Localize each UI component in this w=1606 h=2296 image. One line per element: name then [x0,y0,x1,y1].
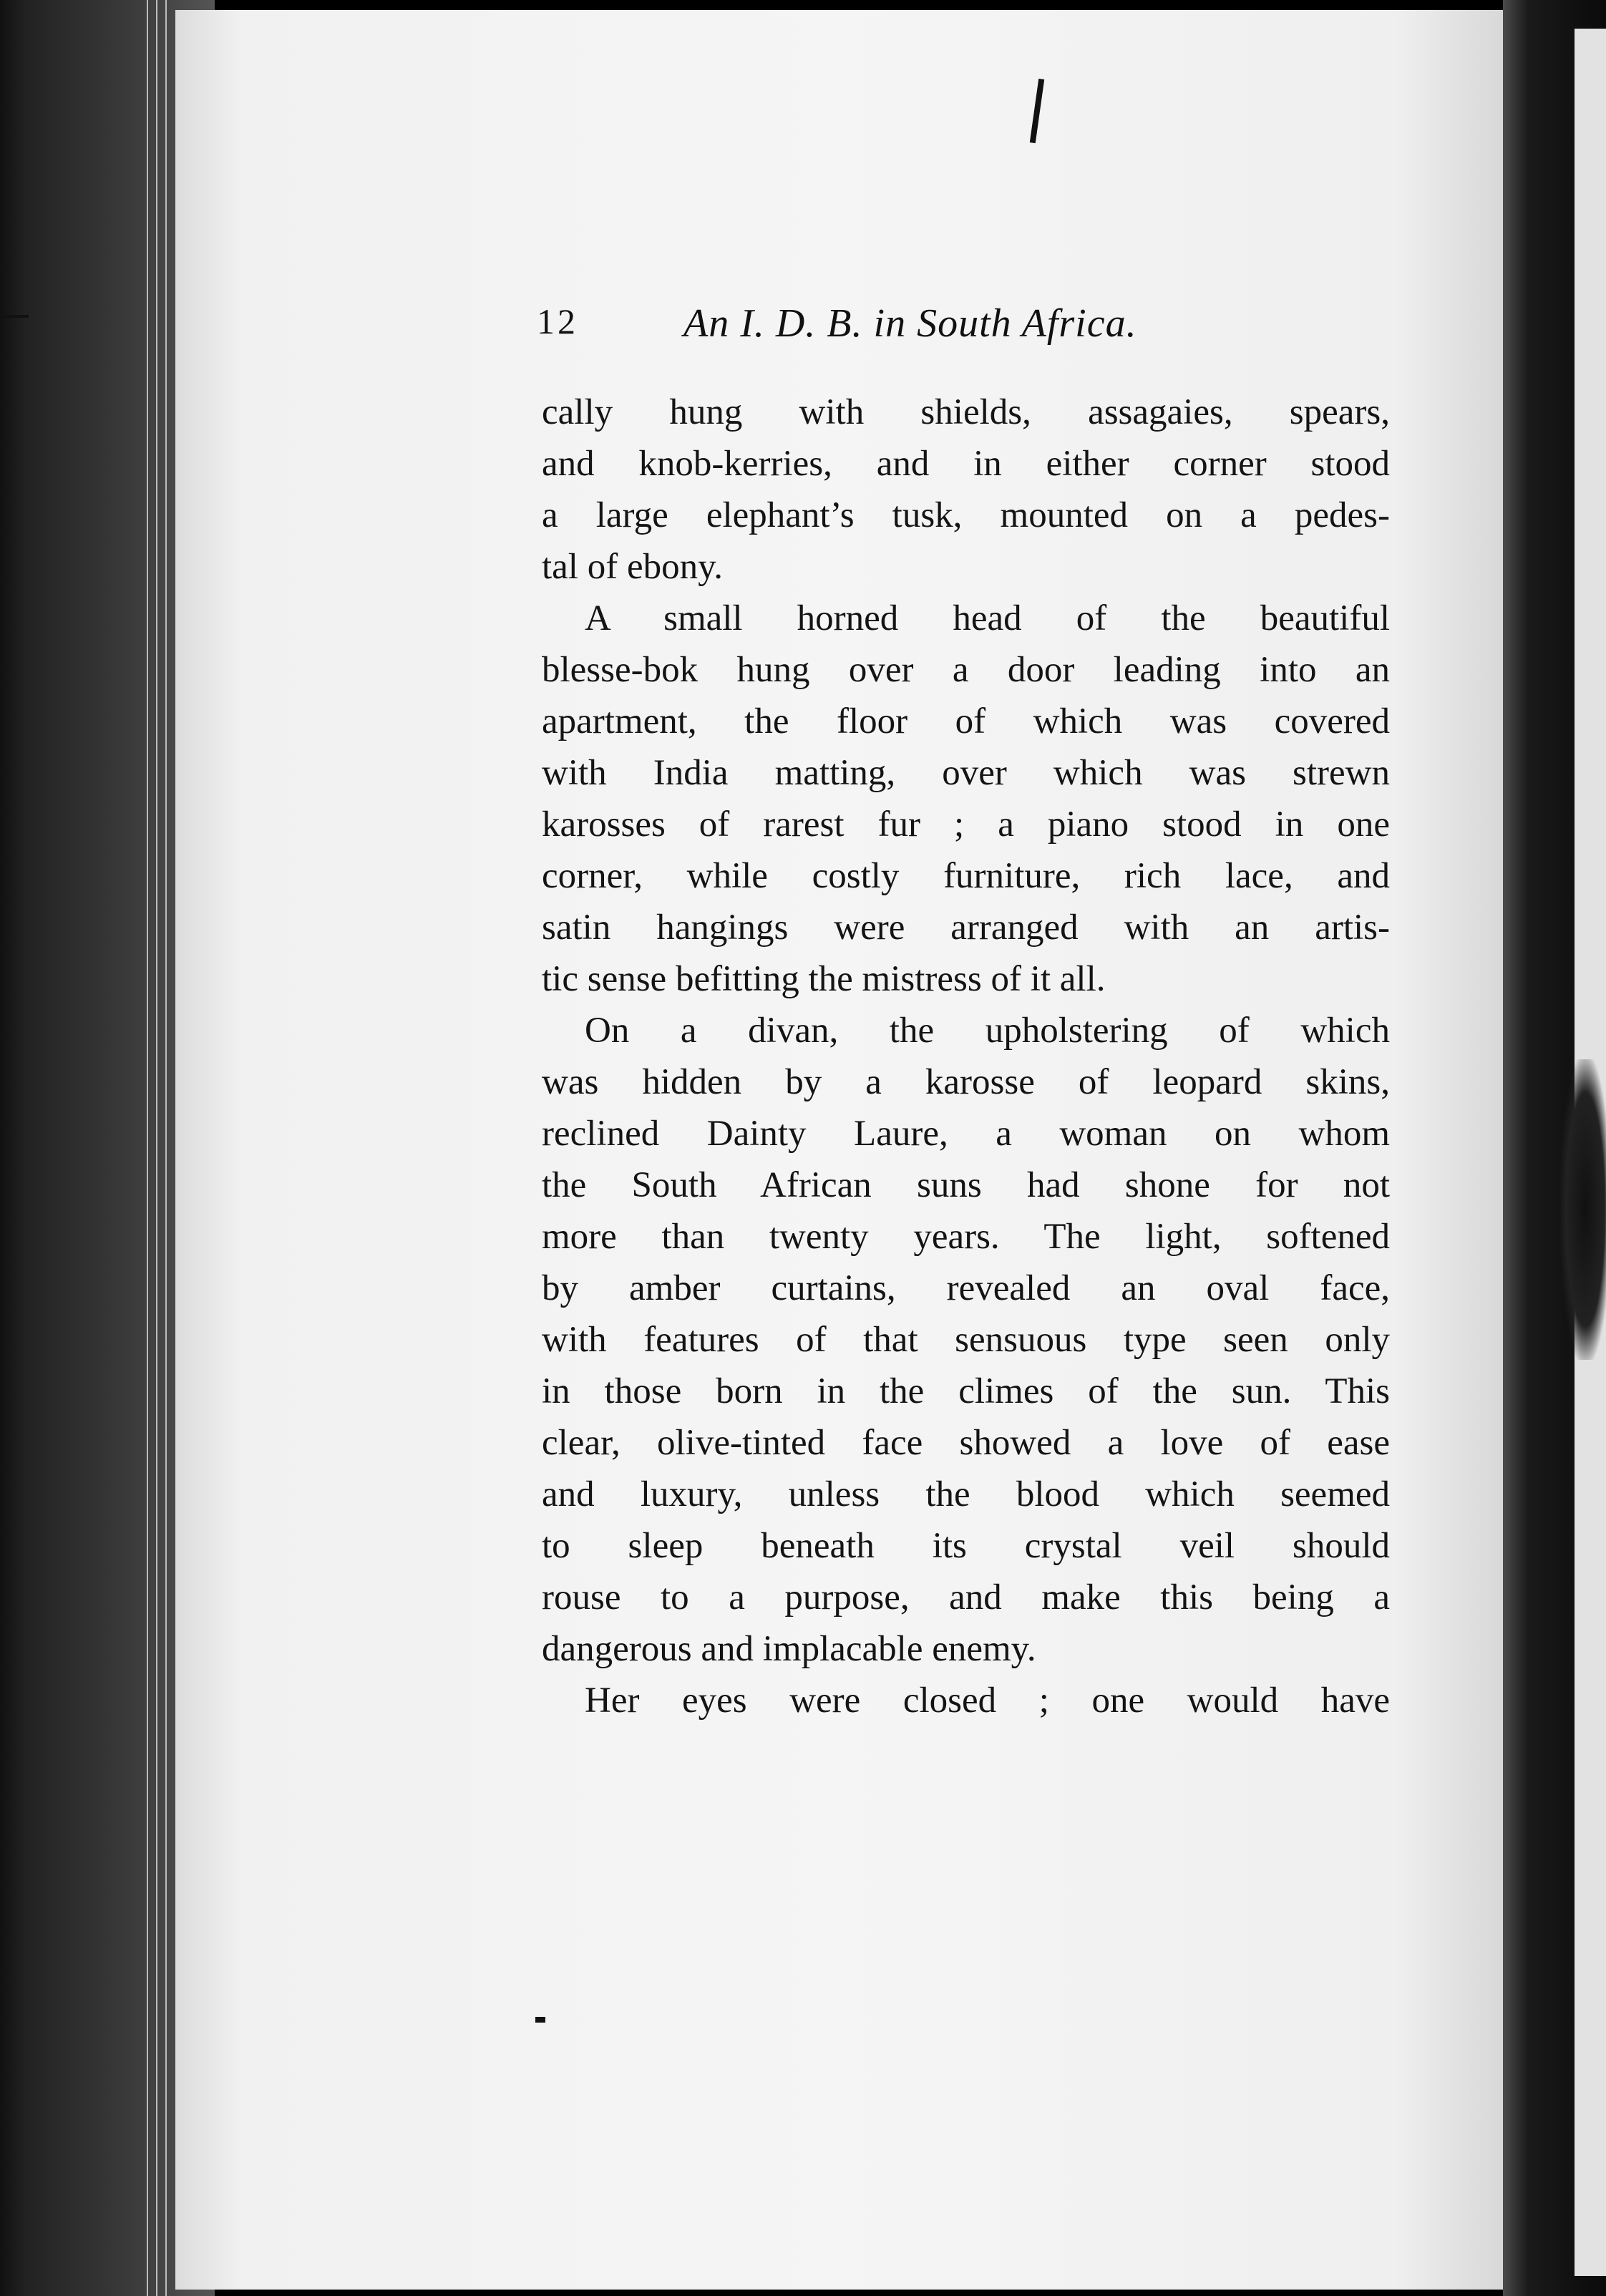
text-line: cally hung with shields, assagaies, spears, [542,392,1390,432]
scan-speck [0,315,29,318]
page-edge-line [147,0,148,2296]
text-line: tic sense befitting the mistress of it all. [542,959,1106,999]
paragraph [542,386,1390,593]
scan-speck [535,2017,545,2023]
page-edge-line [156,0,157,2296]
text-line: apartment, the floor of which was covered [542,701,1390,741]
text-line: tal of ebony. [542,547,724,587]
text-line: was hidden by a karosse of leopard skins, [542,1062,1390,1102]
text-line: by amber curtains, revealed an oval face, [542,1268,1390,1308]
text-line: blesse-bok hung over a door leading into an [542,650,1390,690]
text-line: reclined Dainty Laure, a woman on whom [542,1114,1390,1154]
running-title: An I. D. B. in South Africa. [683,301,1137,346]
text-line: On a divan, the upholstering of which [585,1011,1390,1051]
text-line: more than twenty years. The light, softened [542,1217,1390,1257]
text-line: with features of that sensuous type seen only [542,1320,1390,1360]
text-line: clear, olive-tinted face showed a love of ease [542,1423,1390,1463]
text-line: the South African suns had shone for not [542,1165,1390,1205]
paragraph [542,593,1390,1005]
text-line: and luxury, unless the blood which seemed [542,1474,1390,1514]
text-line: rouse to a purpose, and make this being a [542,1577,1390,1618]
page-edge-line [165,0,167,2296]
ink-blot [1560,1059,1606,1360]
text-line: Her eyes were closed ; one would have [585,1680,1390,1721]
paragraph [542,1005,1390,1675]
body-text [542,386,1390,1726]
text-line: a large elephant’s tusk, mounted on a pedes- [542,495,1390,535]
running-head [537,301,1388,358]
text-line: to sleep beneath its crystal veil should [542,1526,1390,1566]
text-line: karosses of rarest fur ; a piano stood in one [542,804,1390,845]
text-line: satin hangings were arranged with an artis- [542,908,1390,948]
paragraph [542,1675,1390,1726]
text-line: with India matting, over which was strewn [542,753,1390,793]
text-line: dangerous and implacable enemy. [542,1629,1036,1669]
text-line: corner, while costly furniture, rich lace, and [542,856,1390,896]
text-line: A small horned head of the beautiful [585,598,1390,638]
text-line: in those born in the climes of the sun. This [542,1371,1390,1411]
page-number: 12 [537,301,578,341]
text-line: and knob-kerries, and in either corner stood [542,444,1390,484]
